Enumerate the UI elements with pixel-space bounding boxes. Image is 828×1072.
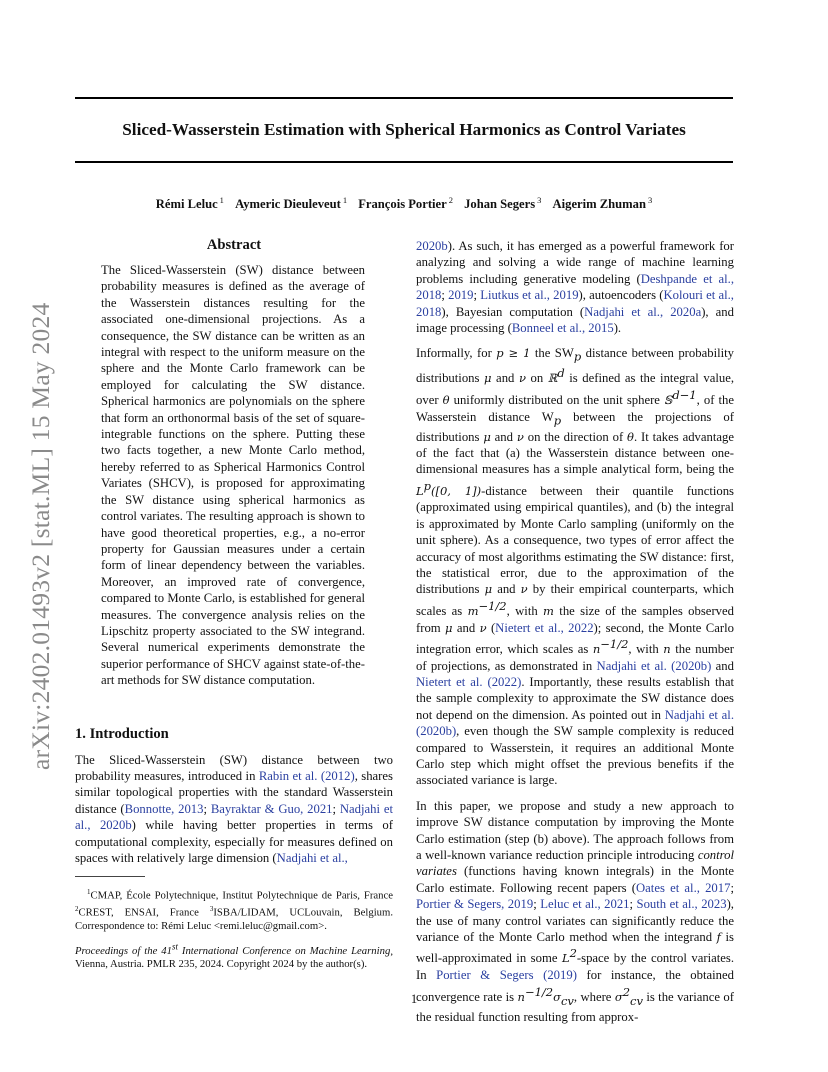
citation-link[interactable]: Rabin et al. (2012)	[258, 768, 355, 783]
affiliation-footnote: $^1$CMAP, École Polytechnique, Institut Polytechnique de Paris, France $^2$CREST, ENSAI, France $^3$ISBA/LIDAM, UCLouvain, Belgium. Correspondence to: Rémi Leluc <remi.leluc@gmail.com>.	[75, 888, 393, 932]
paper-title: Sliced-Wasserstein Estimation with Spherical Harmonics as Control Variates	[122, 120, 686, 139]
citation-link[interactable]: Bonneel et al., 2015	[511, 321, 614, 336]
abstract-heading: Abstract	[206, 237, 262, 253]
citation-link[interactable]: Liutkus et al., 2019	[480, 288, 579, 303]
title-top-rule	[75, 97, 733, 99]
citation-link[interactable]: Nadjahi et al., 2020a	[584, 304, 702, 319]
arxiv-identifier: arXiv:2402.01493v2 [stat.ML] 15 May 2024	[26, 302, 55, 770]
right-column	[416, 238, 734, 1025]
body-paragraph-1: 2020b). As such, it has emerged as a powerful framework for analyzing and solving a wide range of machine learning problems including generative modeling (Deshpande et al., 2018; 2019; Liutkus et al., 2019), autoencoders (Kolouri et al., 2018), Bayesian computation (Nadjahi et al., 2020a), and image processing (Bonneel et al., 2015).	[416, 239, 734, 336]
citation-link[interactable]: Portier & Segers, 2019	[416, 897, 534, 912]
footnote-rule	[75, 876, 145, 877]
body-paragraph-3: In this paper, we propose and study a new approach to improve SW distance computation by improving the Monte Carlo estimation (step (b) above). The approach follows from a well-known variance reduction principle introducing control variates (functions having known integrals) in the Monte Carlo estimate. Following recent papers (Oates et al., 2017; Portier & Segers, 2019; Leluc et al., 2021; South et al., 2023), the use of many control variates can significantly reduce the variance of the Monte Carlo method when the integrand f is well-approximated in some $L^2$-space by the control variates. In Portier & Segers (2019) for instance, the obtained convergence rate is $n^{-1/2}\sigma_{cv}$, where $\sigma^2_{cv}$ is the variance of the residual function resulting from approx-	[416, 798, 734, 1024]
citation-link[interactable]: Oates et al., 2017	[636, 880, 731, 895]
citation-link[interactable]: Nadjahi et al. (2020b)	[596, 658, 712, 673]
author: Aigerim Zhuman $^3$	[552, 195, 653, 212]
citation-link[interactable]: Bonnotte, 2013	[124, 801, 204, 816]
abstract-text: The Sliced-Wasserstein (SW) distance between probability measures is defined as the average of the Wasserstein distances resulting for the associated one-dimensional projections. As a consequence, the SW distance can be written as an integral with respect to the uniform measure on the sphere and the Monte Carlo framework can be employed for calculating the SW distance. Spherical harmonics are polynomials on the sphere that form an orthonormal basis of the set of square-integrable functions on the sphere. Putting these two facts together, a new Monte Carlo method, hereby referred to as Spherical Harmonics Control Variates (SHCV), is proposed for approximating the SW distance using spherical harmonics as control variates. The resulting approach is shown to have good theoretical properties, e.g., a no-error property for Gaussian measures under a certain form of linear dependency between the variables. Moreover, an improved rate of convergence, compared to Monte Carlo, is established for general measures. The convergence analysis relies on the Lipschitz property associated to the SW integrand. Several numerical experiments demonstrate the superior performance of SHCV against state-of-the-art methods for SW distance computation.	[101, 263, 365, 688]
author: Aymeric Dieuleveut $^1$	[235, 195, 348, 212]
citation-link[interactable]: Nietert et al., 2022	[495, 620, 594, 635]
citation-link[interactable]: 2019	[448, 288, 474, 303]
citation-link[interactable]: Deshpande et al., 2018	[416, 271, 734, 303]
citation-link[interactable]: Leluc et al., 2021	[540, 897, 630, 912]
citation-link[interactable]: South et al., 2023	[636, 897, 727, 912]
proceedings-note: Proceedings of the 41st International Conference on Machine Learning, Vienna, Austria. PMLR 235, 2024. Copyright 2024 by the author(s).	[75, 941, 393, 971]
author: François Portier $^2$	[358, 195, 453, 212]
author-list	[60, 191, 748, 213]
citation-link[interactable]: Nadjahi et al.,	[276, 851, 348, 865]
introduction-paragraph: The Sliced-Wasserstein (SW) distance between two probability measures, introduced in Rabin et al. (2012), shares similar topological properties with the standard Wasserstein distance (Bonnotte, 2013; Bayraktar & Guo, 2021; Nadjahi et al., 2020b) while having better properties in terms of computational complexity, especially for measures defined on spaces with relatively large dimension (Nadjahi et al.,	[75, 752, 393, 865]
left-column	[75, 236, 393, 971]
title-bottom-rule	[75, 161, 733, 163]
citation-link[interactable]: Nadjahi et al. (2020b)	[416, 707, 735, 739]
author: Rémi Leluc $^1$	[155, 195, 224, 212]
citation-link[interactable]: Bayraktar & Guo, 2021	[210, 801, 333, 816]
citation-link[interactable]: 2020b	[416, 239, 448, 253]
body-paragraph-2: Informally, for p ≥ 1 the $SW_p$ distance between probability distributions μ and ν on ℝ$^d$ is defined as the integral value, over θ uniformly distributed on the unit sphere 𝕊$^{d-1}$, of the Wasserstein distance $W_p$ between the projections of distributions μ and ν on the direction of θ. It takes advantage of the fact that (a) the Wasserstein distance between one-dimensional measures has a simple analytical form, being the $L^p([0$, 1])-distance between their quantile functions (approximated using empirical quantiles), and (b) the integral is approximated by Monte Carlo sampling (uniformly on the unit sphere). As a consequence, two types of error affect the accuracy of most algorithms estimating the SW distance: first, the statistical error, due to the approximation of the distributions μ and ν by their empirical counterparts, which scales as $m^{-1/2}$, with m the size of the samples observed from μ and ν (Nietert et al., 2022); second, the Monte Carlo integration error, which scales as $n^{-1/2}$, with n the number of projections, as demonstrated in Nadjahi et al. (2020b) and Nietert et al. (2022). Importantly, these results establish that the sample complexity to approximate the SW distance does not depend on the dimension. As pointed out in Nadjahi et al. (2020b), even though the SW sample complexity is reduced compared to Wasserstein, it requires an additional Monte Carlo step which might offset the previous benefits if the associated variance is large.	[416, 346, 735, 788]
introduction-heading: 1. Introduction	[75, 725, 169, 742]
author: Johan Segers $^3$	[464, 195, 542, 212]
page-number: 1	[410, 992, 418, 1006]
citation-link[interactable]: Kolouri et al., 2018	[416, 288, 734, 319]
citation-link[interactable]: Nietert et al. (2022)	[416, 674, 522, 689]
citation-link[interactable]: Nadjahi et al., 2020b	[75, 801, 393, 833]
citation-link[interactable]: Portier & Segers (2019)	[436, 968, 577, 983]
